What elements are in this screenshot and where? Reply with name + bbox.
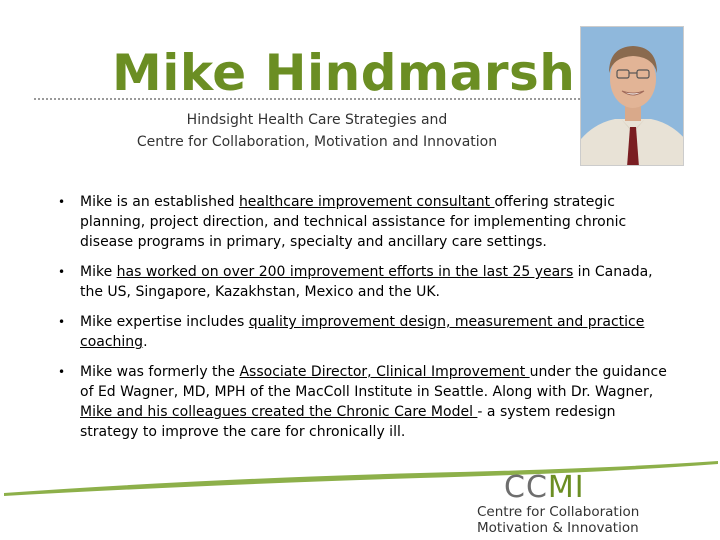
subtitle-line-2: Centre for Collaboration, Motivation and Innovation (136, 134, 498, 150)
page-title: Mike Hindmarsh (112, 44, 576, 102)
bullet-item: • Mike has worked on over 200 improvement efforts in the last 25 years in Canada, the US, Singapore, Kazakhstan, Mexico and the UK. (58, 262, 678, 302)
underlined-phrase: Associate Director, Clinical Improvement (239, 364, 530, 380)
underlined-phrase: has worked on over 200 improvement efforts in the last 25 years (116, 264, 574, 280)
logo-line-2: Motivation & Innovation (477, 520, 639, 536)
underlined-phrase: healthcare improvement consultant (238, 194, 495, 210)
bullet-item: • Mike was formerly the Associate Director, Clinical Improvement under the guidance of Ed Wagner, MD, MPH of the MacColl Institute in Seattle. Along with Dr. Wagner, Mike and his colleagues created the Chronic Care Model - a system redesign strategy to improve the care for chronically ill. (58, 362, 678, 442)
portrait-icon (581, 27, 684, 166)
subtitle-line-1: Hindsight Health Care Strategies and (186, 112, 448, 128)
bullet-item: • Mike expertise includes quality improvement design, measurement and practice coaching. (58, 312, 678, 352)
logo-line-1: Centre for Collaboration (477, 504, 640, 520)
ccmi-logo (470, 470, 720, 535)
underlined-phrase: quality improvement design, measurement and practice coaching (80, 314, 645, 350)
bullet-list (58, 192, 678, 452)
bullet-item: • Mike is an established healthcare improvement consultant offering strategic planning, project direction, and technical assistance for implementing chronic disease programs in primary, specialty and ancillary care settings. (58, 192, 678, 252)
portrait-photo (580, 26, 684, 166)
underlined-phrase: Mike and his colleagues created the Chronic Care Model (80, 404, 478, 420)
ccmi-wordmark: CCMI (504, 470, 585, 505)
